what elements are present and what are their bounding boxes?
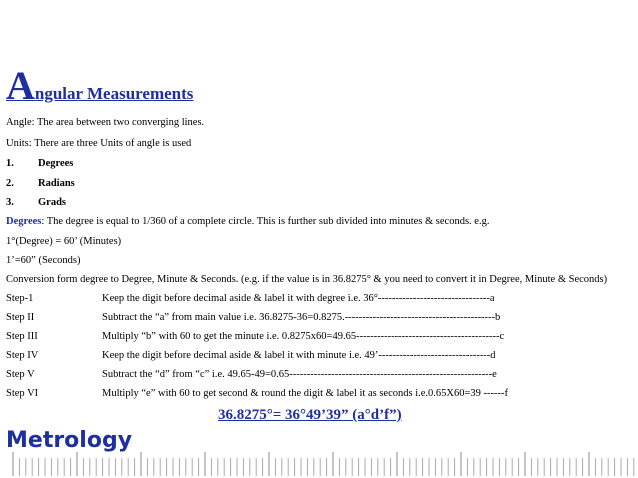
step-text: Multiply “b” with 60 to get the minute i.e. 0.8275x60=49.65-----------------------------------------c: [102, 331, 505, 342]
title-initial: A: [6, 63, 35, 108]
conversion-result: 36.8275°= 36°49’39” (a°d’f”): [218, 407, 402, 423]
footer-title: Metrology: [6, 428, 133, 453]
unit-label: Radians: [38, 178, 75, 189]
title-rest: ngular Measurements: [34, 84, 194, 103]
unit-label: Degrees: [38, 158, 74, 169]
conversion-intro: Conversion form degree to Degree, Minute & Seconds. (e.g. if the value is in 36.8275° & you need to convert it in Degree, Minute & Seconds): [6, 274, 608, 285]
unit-item-grads: [6, 196, 66, 209]
step-label: Step III: [6, 331, 38, 342]
step-label: Step V: [6, 369, 35, 380]
unit-item-radians: [6, 177, 75, 190]
step-text: Keep the digit before decimal aside & label it with degree i.e. 36°--------------------------------a: [102, 293, 495, 304]
unit-item-degrees: [6, 157, 73, 170]
page-title: [6, 63, 194, 108]
angle-definition: Angle: The area between two converging lines.: [6, 117, 205, 128]
unit-number: 1.: [6, 158, 14, 169]
step-label: Step II: [6, 312, 35, 323]
unit-number: 2.: [6, 178, 14, 189]
degrees-text: : The degree is equal to 1/360 of a complete circle. This is further sub divided into minutes & seconds. e.g.: [41, 216, 490, 227]
step-text: Keep the digit before decimal aside & label it with minute i.e. 49’--------------------------------d: [102, 350, 496, 361]
equation-minute-seconds: 1’=60” (Seconds): [6, 255, 81, 266]
ruler-decoration: [0, 450, 638, 478]
step-text: Multiply “e” with 60 to get second & round the digit & label it as seconds i.e.0.65X60=39 ------f: [102, 388, 509, 399]
step-label: Step IV: [6, 350, 39, 361]
step-label: Step-1: [6, 293, 34, 304]
equation-degree-minutes: 1°(Degree) = 60’ (Minutes): [6, 236, 122, 247]
unit-label: Grads: [38, 197, 67, 208]
unit-number: 3.: [6, 197, 14, 208]
step-text: Subtract the “a” from main value i.e. 36.8275-36=0.8275.-------------------------------------------b: [102, 312, 501, 323]
step-text: Subtract the “d” from “c” i.e. 49.65-49=0.65----------------------------------------------------------e: [102, 369, 497, 380]
units-intro: Units: There are three Units of angle is used: [6, 138, 192, 149]
degrees-definition: [6, 215, 489, 228]
degrees-term: Degrees: [6, 216, 42, 227]
step-label: Step VI: [6, 388, 39, 399]
